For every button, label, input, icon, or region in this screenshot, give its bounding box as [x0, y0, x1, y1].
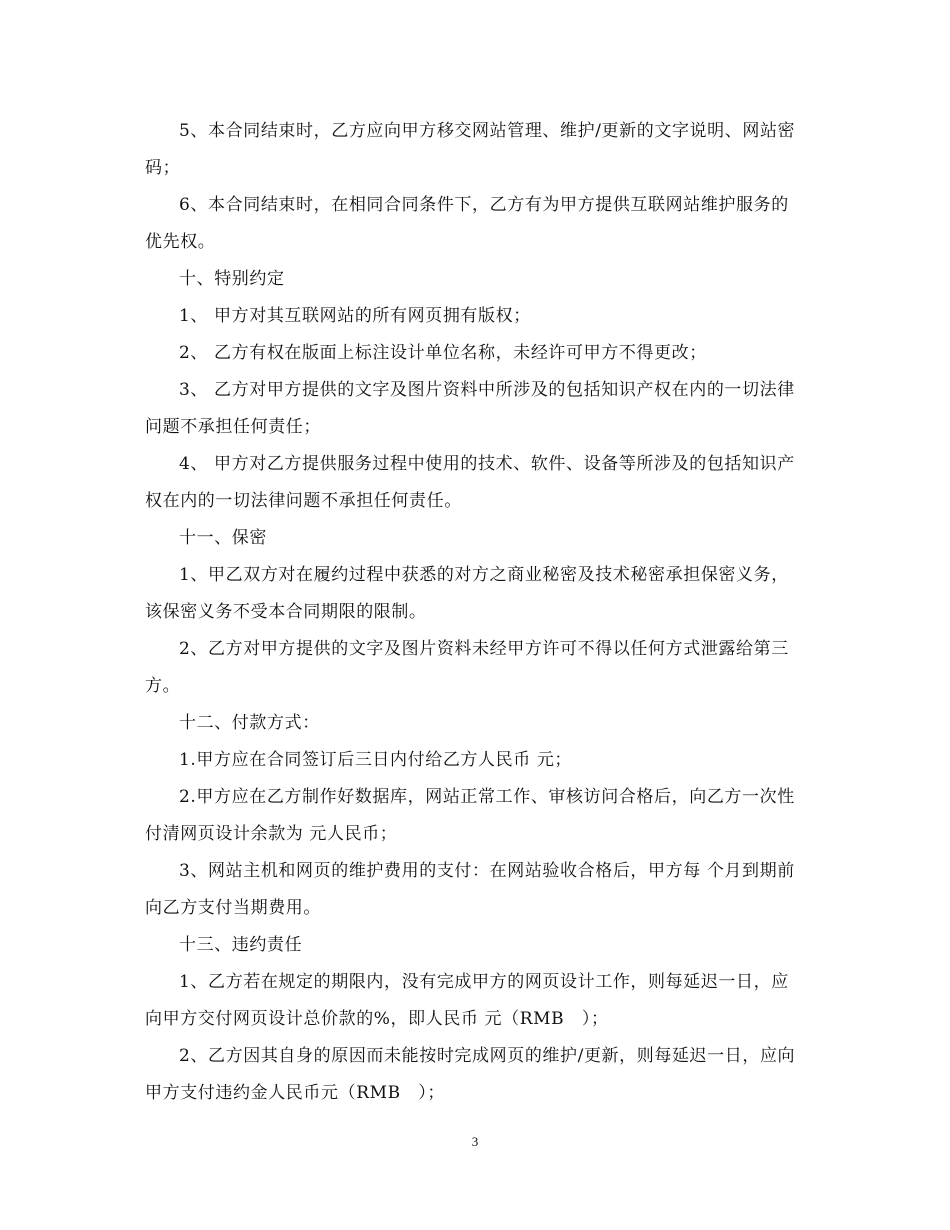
paragraph-payment-3: 3、网站主机和网页的维护费用的支付：在网站验收合格后，甲方每 个月到期前向乙方支付当期费用。 — [145, 861, 795, 918]
paragraph-special-2: 2、 乙方有权在版面上标注设计单位名称，未经许可甲方不得更改； — [179, 343, 707, 363]
section-heading-special-agreement: 十、特别约定 — [179, 269, 285, 289]
paragraph-5-handover: 5、本合同结束时，乙方应向甲方移交网站管理、维护/更新的文字说明、网站密码； — [145, 121, 796, 178]
paragraph-special-3: 3、 乙方对甲方提供的文字及图片资料中所涉及的包括知识产权在内的一切法律问题不承担任何责任； — [145, 380, 795, 437]
paragraph-confidentiality-1: 1、甲乙双方对在履约过程中获悉的对方之商业秘密及技术秘密承担保密义务，该保密义务不受本合同期限的限制。 — [145, 565, 789, 622]
paragraph-special-1: 1、 甲方对其互联网站的所有网页拥有版权； — [179, 306, 531, 326]
paragraph-6-priority: 6、本合同结束时，在相同合同条件下，乙方有为甲方提供互联网站维护服务的优先权。 — [145, 195, 789, 252]
section-heading-confidentiality: 十一、保密 — [179, 528, 267, 548]
page-number: 3 — [471, 1134, 479, 1149]
paragraph-liability-1: 1、乙方若在规定的期限内，没有完成甲方的网页设计工作，则每延迟一日，应向甲方交付网页设计总价款的%，即人民币 元（RMB ）； — [145, 972, 789, 1029]
paragraph-payment-2: 2.甲方应在乙方制作好数据库，网站正常工作、审核访问合格后，向乙方一次性付清网页设计余款为 元人民币； — [145, 787, 795, 844]
paragraph-confidentiality-2: 2、乙方对甲方提供的文字及图片资料未经甲方许可不得以任何方式泄露给第三方。 — [145, 639, 789, 696]
section-heading-payment: 十二、付款方式： — [179, 713, 320, 733]
paragraph-special-4: 4、 甲方对乙方提供服务过程中使用的技术、软件、设备等所涉及的包括知识产权在内的一切法律问题不承担任何责任。 — [145, 454, 795, 511]
paragraph-liability-2: 2、乙方因其自身的原因而未能按时完成网页的维护/更新，则每延迟一日，应向甲方支付违约金人民币元（RMB ）； — [145, 1046, 796, 1103]
section-heading-liability: 十三、违约责任 — [179, 935, 303, 955]
paragraph-payment-1: 1.甲方应在合同签订后三日内付给乙方人民币 元； — [179, 750, 573, 770]
